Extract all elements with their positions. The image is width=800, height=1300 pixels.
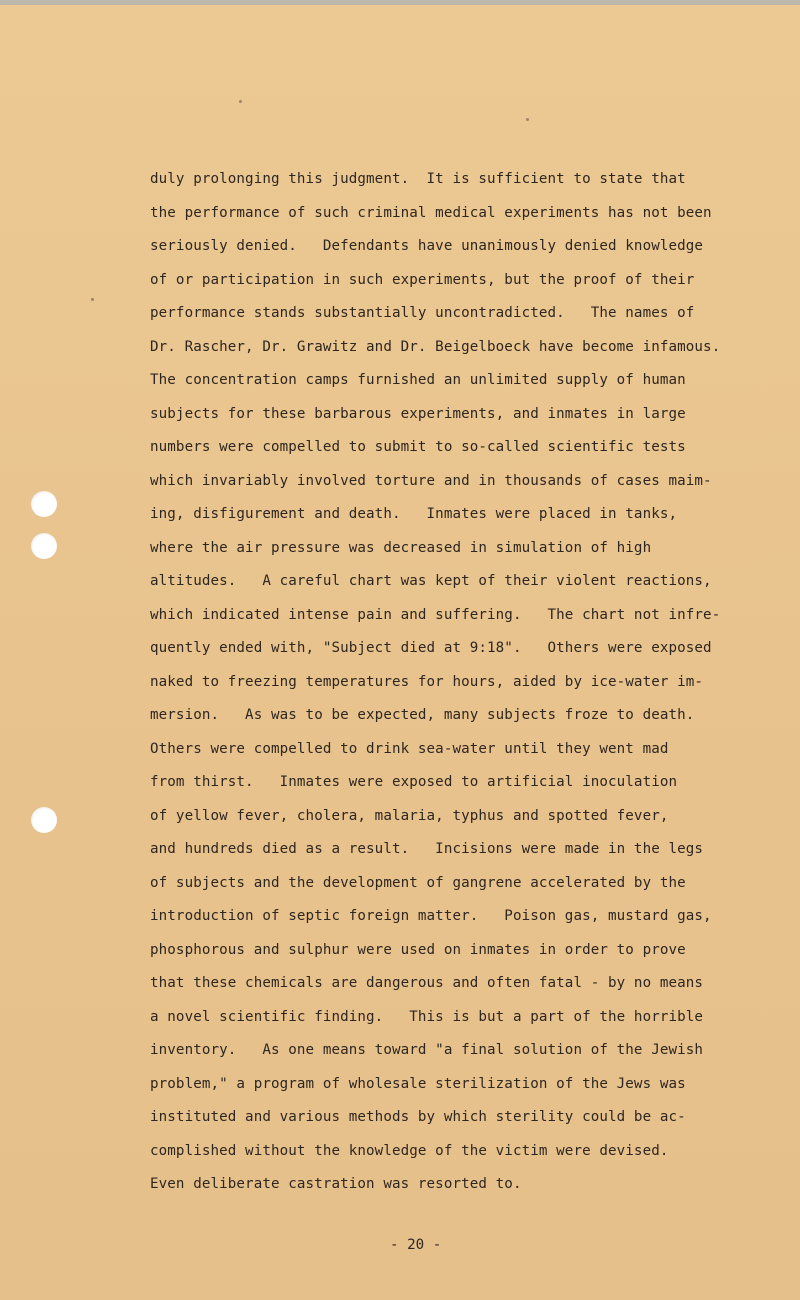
body-text <box>150 165 750 1204</box>
text-line: quently ended with, "Subject died at 9:18". Others were exposed <box>150 640 712 656</box>
text-line: where the air pressure was decreased in simulation of high <box>150 539 652 556</box>
punch-hole <box>31 491 57 517</box>
text-line: a novel scientific finding. This is but a part of the horrible <box>150 1008 704 1025</box>
text-line: Dr. Rascher, Dr. Grawitz and Dr. Beigelboeck have become infamous. <box>150 338 721 355</box>
scan-top-edge <box>0 0 800 5</box>
text-line: subjects for these barbarous experiments, and inmates in large <box>150 405 686 422</box>
text-line: introduction of septic foreign matter. Poison gas, mustard gas, <box>150 908 712 924</box>
paper-speck <box>239 100 242 103</box>
text-line: The concentration camps furnished an unlimited supply of human <box>150 372 686 388</box>
text-line: inventory. As one means toward "a final solution of the Jewish <box>150 1042 704 1058</box>
text-line: seriously denied. Defendants have unanimously denied knowledge <box>150 238 704 254</box>
text-line: altitudes. A careful chart was kept of their violent reactions, <box>150 573 712 589</box>
text-line: problem," a program of wholesale sterilization of the Jews was <box>150 1075 686 1092</box>
text-line: ing, disfigurement and death. Inmates were placed in tanks, <box>150 506 678 522</box>
text-line: phosphorous and sulphur were used on inmates in order to prove <box>150 941 686 958</box>
text-line: numbers were compelled to submit to so-called scientific tests <box>150 439 686 455</box>
text-line: that these chemicals are dangerous and often fatal - by no means <box>150 975 704 991</box>
paper-speck <box>91 298 94 301</box>
text-line: of or participation in such experiments, but the proof of their <box>150 271 695 288</box>
text-line: from thirst. Inmates were exposed to artificial inoculation <box>150 774 678 790</box>
paper-speck <box>526 118 529 121</box>
text-line: of yellow fever, cholera, malaria, typhus and spotted fever, <box>150 807 669 824</box>
page-number: - 20 - <box>390 1237 442 1253</box>
punch-hole <box>31 807 57 833</box>
punch-hole <box>31 533 57 559</box>
text-line: the performance of such criminal medical experiments has not been <box>150 204 712 221</box>
text-line: mersion. As was to be expected, many subjects froze to death. <box>150 707 695 723</box>
text-line: which indicated intense pain and suffering. The chart not infre- <box>150 606 721 623</box>
text-line: and hundreds died as a result. Incisions were made in the legs <box>150 841 704 857</box>
text-line: which invariably involved torture and in thousands of cases maim- <box>150 472 712 489</box>
text-line: instituted and various methods by which sterility could be ac- <box>150 1109 686 1125</box>
text-line: performance stands substantially uncontradicted. The names of <box>150 305 695 321</box>
text-line: of subjects and the development of gangrene accelerated by the <box>150 874 686 891</box>
text-line: complished without the knowledge of the victim were devised. <box>150 1142 669 1159</box>
text-line: naked to freezing temperatures for hours, aided by ice-water im- <box>150 673 704 690</box>
text-line: duly prolonging this judgment. It is sufficient to state that <box>150 171 686 187</box>
text-line: Others were compelled to drink sea-water until they went mad <box>150 740 669 757</box>
text-line: Even deliberate castration was resorted to. <box>150 1176 522 1192</box>
